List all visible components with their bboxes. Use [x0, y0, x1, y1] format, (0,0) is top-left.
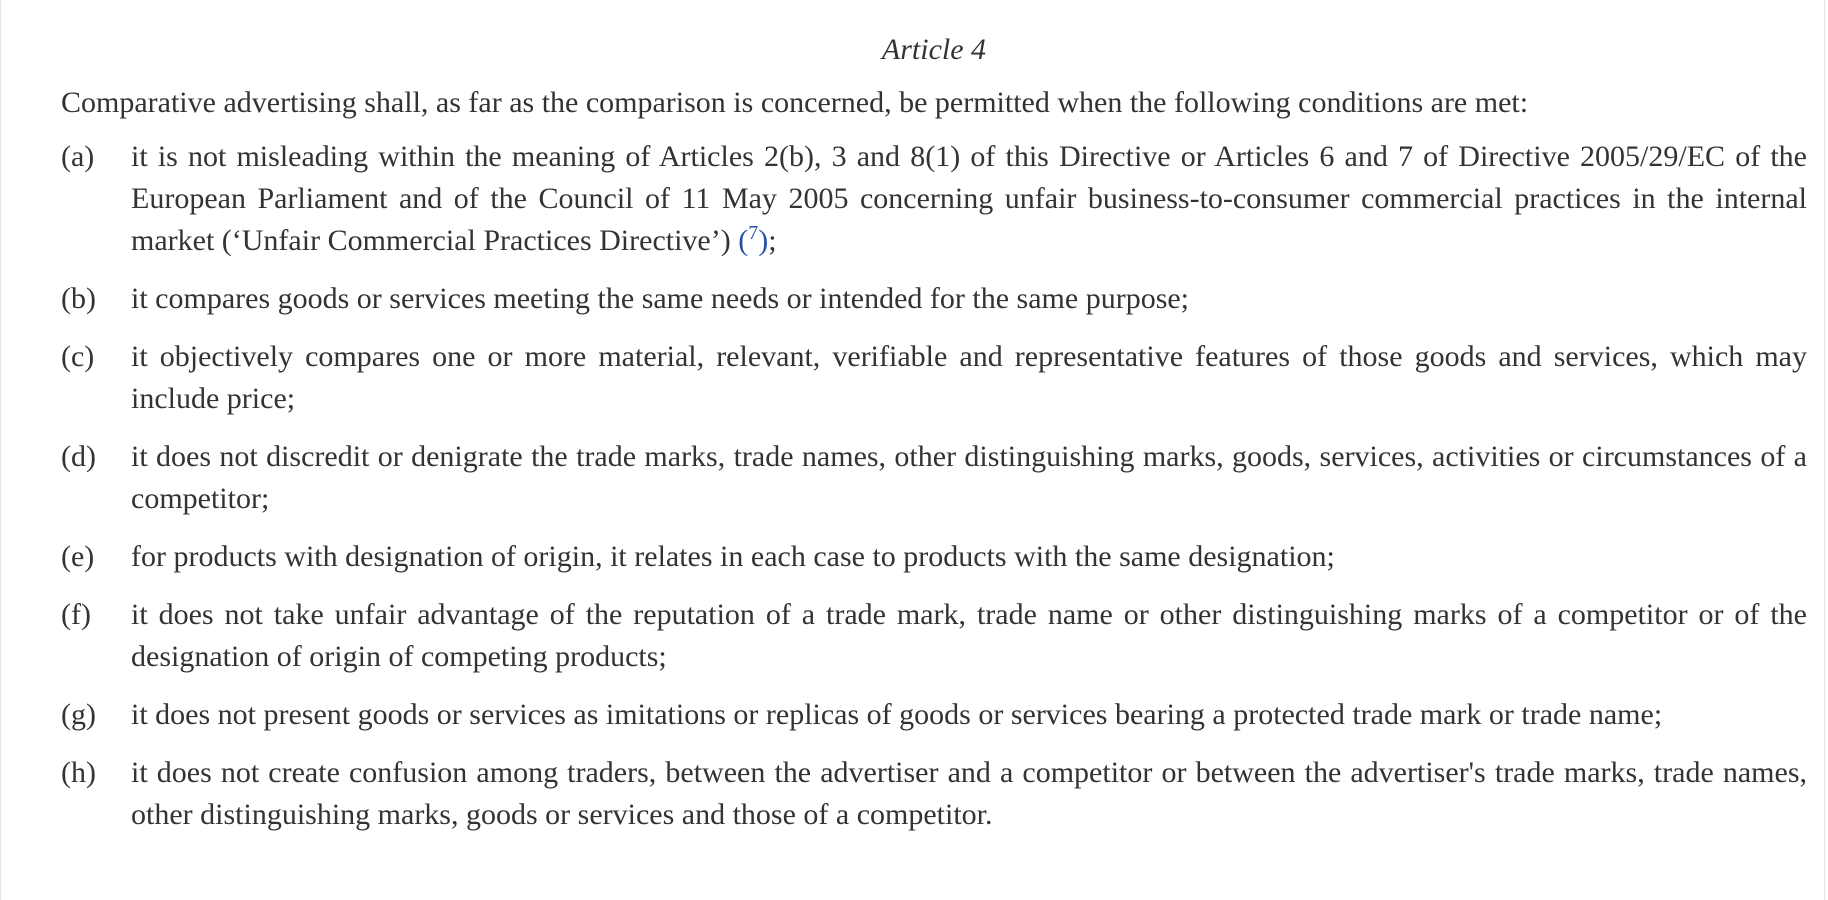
footnote-close-paren: ) [758, 224, 769, 257]
article-intro: Comparative advertising shall, as far as the comparison is concerned, be permitted when the following conditions are met: [61, 86, 1529, 119]
conditions-list [61, 136, 1807, 836]
item-label: (h) [61, 756, 96, 789]
list-item-c [61, 336, 1807, 420]
item-text: it does not take unfair advantage of the reputation of a trade mark, trade name or other distinguishing marks of a competitor or of the designation of origin of competing products; [131, 598, 1807, 673]
item-text: for products with designation of origin, it relates in each case to products with the same designation; [131, 540, 1335, 573]
footnote-link-7[interactable] [738, 224, 768, 257]
list-item-d [61, 436, 1807, 520]
article-content [61, 30, 1807, 852]
list-item-g [61, 694, 1807, 736]
article-title: Article 4 [881, 33, 987, 66]
item-label: (c) [61, 340, 95, 373]
item-label: (e) [61, 540, 95, 573]
list-item-h [61, 752, 1807, 836]
item-text [131, 136, 1807, 262]
item-label: (d) [61, 440, 96, 473]
list-item-a [61, 136, 1807, 262]
item-text: it does not create confusion among traders, between the advertiser and a competitor or between the advertiser's trade marks, trade names, other distinguishing marks, goods or services and those of a competitor. [131, 756, 1807, 831]
footnote-number: 7 [748, 222, 759, 244]
item-label: (b) [61, 282, 96, 315]
item-label: (a) [61, 140, 95, 173]
item-label: (f) [61, 598, 91, 631]
list-item-f [61, 594, 1807, 678]
list-item-e [61, 536, 1807, 578]
item-text-body: it is not misleading within the meaning of Articles 2(b), 3 and 8(1) of this Directive or Articles 6 and 7 of Directive 2005/29/EC of the European Parliament and of the Council of 11 May 2005 concerning unfair business-to-consumer commercial practices in the internal market (‘Unfair Commercial Practices Directive’) [131, 140, 1807, 257]
list-item-b [61, 278, 1807, 320]
item-text: it does not discredit or denigrate the trade marks, trade names, other distinguishing marks, goods, services, activities or circumstances of a competitor; [131, 440, 1807, 515]
item-text: it compares goods or services meeting the same needs or intended for the same purpose; [131, 282, 1190, 315]
item-text: it does not present goods or services as imitations or replicas of goods or services bearing a protected trade mark or trade name; [131, 698, 1663, 731]
footnote-open-paren: ( [738, 224, 749, 257]
item-label: (g) [61, 698, 96, 731]
item-text: it objectively compares one or more material, relevant, verifiable and representative features of those goods and services, which may include price; [131, 340, 1807, 415]
item-text-end: ; [768, 224, 777, 257]
